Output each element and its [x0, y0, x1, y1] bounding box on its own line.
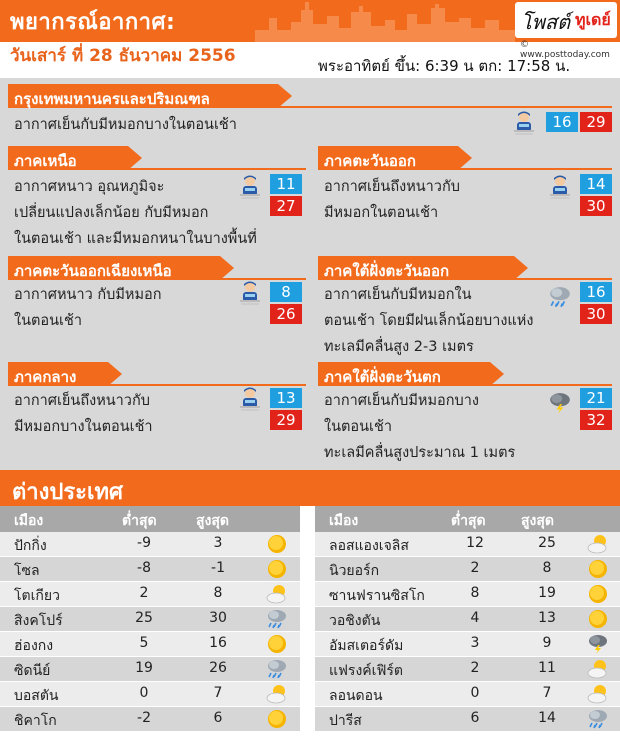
- sun-icon: [587, 583, 609, 605]
- temp-high: 30: [209, 610, 227, 626]
- temp-low: 5: [139, 635, 149, 651]
- city-name: ฮ่องกง: [14, 638, 54, 654]
- sun-icon: [266, 708, 288, 730]
- temp-high-north: 27: [270, 196, 302, 216]
- temp-low: 12: [466, 535, 484, 551]
- sunrise-sunset: พระอาทิตย์ ขึ้น: 6:39 น ตก: 17:58 น.: [318, 57, 571, 75]
- foreign-table-right: [315, 506, 620, 732]
- region-desc-bangkok: [14, 112, 237, 138]
- temp-low: 0: [470, 685, 480, 701]
- table-row: [315, 607, 620, 632]
- temp-low: 4: [470, 610, 480, 626]
- region-desc-northeast: [14, 282, 162, 334]
- temp-high: 6: [213, 710, 223, 726]
- cloud-sun-icon: [266, 583, 288, 605]
- table-row: [0, 607, 300, 632]
- cloud-sun-icon: [587, 533, 609, 555]
- region-name-central: ภาคกลาง: [14, 368, 77, 386]
- col-low: ต่ำสุด: [122, 513, 157, 529]
- header: [0, 0, 620, 78]
- sun-icon: [266, 533, 288, 555]
- temp-low: 6: [470, 710, 480, 726]
- desc-line: อากาศหนาว อุณหภูมิจะ: [14, 179, 165, 195]
- temp-low: 8: [470, 585, 480, 601]
- table-row: [0, 582, 300, 607]
- posttoday-logo[interactable]: [515, 2, 617, 38]
- region-name-south-west-coast: ภาคใต้ฝั่งตะวันตก: [324, 368, 441, 386]
- temp-low: -9: [137, 535, 151, 551]
- city-name: ซานฟรานซิสโก: [329, 588, 425, 604]
- temp-high: 3: [213, 535, 223, 551]
- cloud-sun-icon: [587, 658, 609, 680]
- table-row: [315, 657, 620, 682]
- table-row: [315, 532, 620, 557]
- desc-line: ทะเลมีคลื่นสูง 2-3 เมตร: [324, 339, 474, 355]
- city-name: สิงคโปร์: [14, 613, 63, 629]
- temp-high: 8: [542, 560, 552, 576]
- fog-person-icon: [238, 386, 262, 412]
- temp-high-northeast: 26: [270, 304, 302, 324]
- temp-low-east: 14: [580, 174, 612, 194]
- desc-line: ในตอนเช้า: [324, 419, 392, 435]
- fog-person-icon: [512, 110, 536, 136]
- city-name: ลอสแองเจลิส: [329, 538, 409, 554]
- temp-high: 16: [209, 635, 227, 651]
- table-header: [315, 506, 620, 532]
- temp-low-south-east-coast: 16: [580, 282, 612, 302]
- temp-high: 11: [538, 660, 556, 676]
- fog-person-icon: [238, 174, 262, 200]
- desc-line: อากาศเย็นกับมีหมอกบาง: [324, 393, 479, 409]
- region-name-bangkok: กรุงเทพมหานครและปริมณฑล: [14, 90, 210, 108]
- temp-high: 14: [538, 710, 556, 726]
- desc-line: มีหมอกบางในตอนเช้า: [14, 419, 153, 435]
- table-row: [315, 632, 620, 657]
- region-desc-south-east-coast: [324, 282, 533, 360]
- desc-line: อากาศเย็นกับมีหมอกใน: [324, 287, 472, 303]
- col-high: สูงสุด: [521, 513, 555, 529]
- city-name: นิวยอร์ก: [329, 563, 380, 579]
- cloud-sun-icon: [587, 683, 609, 705]
- temp-low-south-west-coast: 21: [580, 388, 612, 408]
- temp-high: 13: [538, 610, 556, 626]
- temp-high: 19: [538, 585, 556, 601]
- table-row: [0, 707, 300, 732]
- city-name: โตเกียว: [14, 588, 60, 604]
- table-row: [0, 557, 300, 582]
- city-name: ปารีส: [329, 713, 362, 729]
- logo-red-text: ทูเดย์: [575, 10, 611, 29]
- rain-cloud-icon: [266, 608, 288, 630]
- sun-icon: [587, 608, 609, 630]
- region-desc-east: [324, 174, 460, 226]
- temp-low: 19: [135, 660, 153, 676]
- desc-line: ทะเลมีคลื่นสูงประมาณ 1 เมตร: [324, 445, 516, 461]
- domestic-forecast-panel: [0, 78, 620, 470]
- table-row: [315, 707, 620, 732]
- region-name-east: ภาคตะวันออก: [324, 152, 416, 170]
- city-name: ปักกิ่ง: [14, 538, 47, 554]
- table-row: [315, 682, 620, 707]
- desc-line: อากาศเย็นถึงหนาวกับ: [14, 393, 150, 409]
- city-name: บอสตัน: [14, 688, 59, 704]
- region-name-south-east-coast: ภาคใต้ฝั่งตะวันออก: [324, 262, 450, 280]
- sun-icon: [266, 558, 288, 580]
- city-name: อัมสเตอร์ดัม: [329, 638, 404, 654]
- page-title: พยากรณ์อากาศ:: [10, 10, 176, 35]
- rain-cloud-icon: [266, 658, 288, 680]
- desc-line: อากาศเย็นถึงหนาวกับ: [324, 179, 460, 195]
- col-high: สูงสุด: [196, 513, 230, 529]
- table-row: [0, 632, 300, 657]
- table-row: [0, 657, 300, 682]
- temp-low: 0: [139, 685, 149, 701]
- temp-high: 25: [538, 535, 556, 551]
- region-desc-north: [14, 174, 257, 252]
- city-name: โซล: [14, 563, 40, 579]
- desc-line: เปลี่ยนแปลงเล็กน้อย กับมีหมอก: [14, 205, 209, 221]
- rain-cloud-icon: [548, 284, 572, 310]
- table-row: [0, 682, 300, 707]
- temp-low-northeast: 8: [270, 282, 302, 302]
- table-divider: [305, 506, 315, 736]
- desc-line: อากาศหนาว กับมีหมอก: [14, 287, 162, 303]
- temp-low: 2: [470, 660, 480, 676]
- table-row: [0, 532, 300, 557]
- col-low: ต่ำสุด: [451, 513, 486, 529]
- temp-high: -1: [211, 560, 225, 576]
- site-url[interactable]: © www.posttoday.com: [520, 40, 610, 60]
- sun-icon: [266, 633, 288, 655]
- foreign-table-left: [0, 506, 300, 732]
- temp-high: 8: [213, 585, 223, 601]
- desc-line: ในตอนเช้า และมีหมอกหนาในบางพื้นที่: [14, 231, 257, 247]
- desc-line: ตอนเช้า โดยมีฝนเล็กน้อยบางแห่ง: [324, 313, 534, 329]
- table-header: [0, 506, 300, 532]
- city-name: แฟรงค์เฟิร์ต: [329, 663, 403, 679]
- temp-low: -2: [137, 710, 151, 726]
- desc-line: มีหมอกในตอนเช้า: [324, 205, 439, 221]
- temp-low-north: 11: [270, 174, 302, 194]
- temp-high-bangkok: 29: [580, 112, 612, 132]
- city-name: ลอนดอน: [329, 688, 383, 704]
- temp-high: 7: [542, 685, 552, 701]
- storm-cloud-icon: [587, 633, 609, 655]
- temp-low-bangkok: 16: [546, 112, 578, 132]
- temp-high-east: 30: [580, 196, 612, 216]
- temp-low: 25: [135, 610, 153, 626]
- city-skyline-graphic: [255, 0, 515, 42]
- col-city: เมือง: [329, 513, 359, 529]
- city-name: ชิคาโก: [14, 713, 57, 729]
- temp-high-south-west-coast: 32: [580, 410, 612, 430]
- temp-low: -8: [137, 560, 151, 576]
- region-name-north: ภาคเหนือ: [14, 152, 77, 170]
- temp-low: 2: [139, 585, 149, 601]
- fog-person-icon: [548, 174, 572, 200]
- region-desc-central: [14, 388, 153, 440]
- table-row: [315, 582, 620, 607]
- storm-cloud-icon: [548, 390, 572, 416]
- temp-high: 9: [542, 635, 552, 651]
- table-row: [315, 557, 620, 582]
- desc-line: ในตอนเช้า: [14, 313, 82, 329]
- city-name: ซิดนีย์: [14, 663, 51, 679]
- city-name: วอชิงตัน: [329, 613, 381, 629]
- forecast-date: วันเสาร์ ที่ 28 ธันวาคม 2556: [10, 46, 236, 66]
- fog-person-icon: [238, 280, 262, 306]
- desc-line: อากาศเย็นกับมีหมอกบางในตอนเช้า: [14, 117, 237, 133]
- region-desc-south-west-coast: [324, 388, 515, 466]
- cloud-sun-icon: [266, 683, 288, 705]
- temp-high: 7: [213, 685, 223, 701]
- region-name-northeast: ภาคตะวันออกเฉียงเหนือ: [14, 262, 172, 280]
- temp-low-central: 13: [270, 388, 302, 408]
- foreign-section-title: ต่างประเทศ: [12, 480, 123, 505]
- temp-high-central: 29: [270, 410, 302, 430]
- temp-high-south-east-coast: 30: [580, 304, 612, 324]
- sun-icon: [587, 558, 609, 580]
- temp-low: 3: [470, 635, 480, 651]
- logo-script-text: โพสต์: [521, 10, 571, 34]
- col-city: เมือง: [14, 513, 44, 529]
- temp-low: 2: [470, 560, 480, 576]
- rain-cloud-icon: [587, 708, 609, 730]
- temp-high: 26: [209, 660, 227, 676]
